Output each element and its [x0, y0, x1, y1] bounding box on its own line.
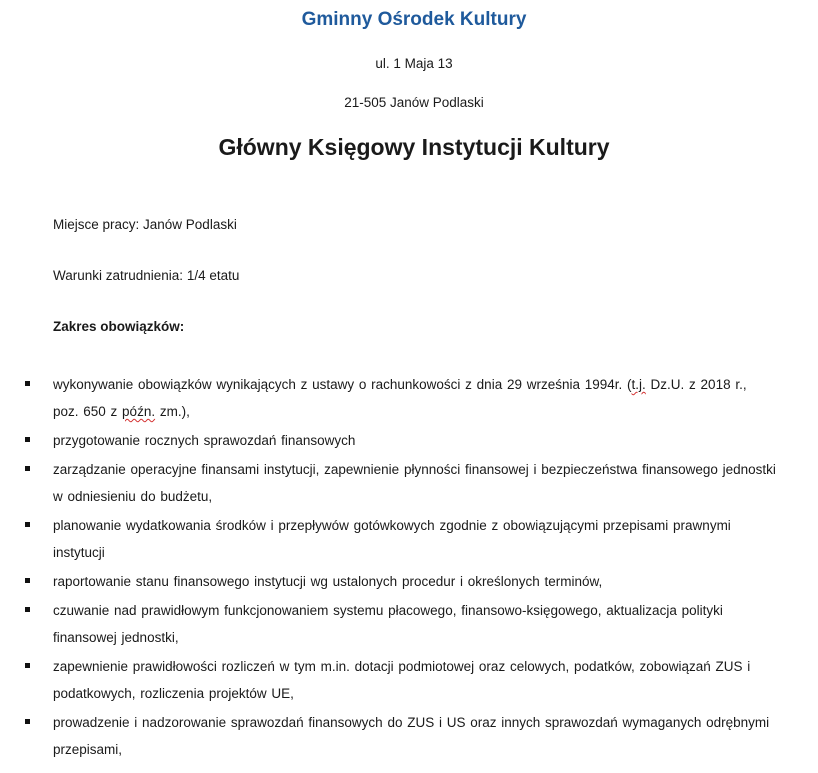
- duty-text: zarządzanie operacyjne finansami instytucji, zapewnienie płynności finansowej i bezpieczeństwa finansowego jednostki w odniesieniu do budżetu,: [53, 462, 776, 504]
- duty-text: prowadzenie i nadzorowanie sprawozdań finansowych do ZUS i US oraz innych sprawozdań wymaganych odrębnymi przepisami,: [53, 715, 770, 757]
- job-title: Główny Księgowy Instytucji Kultury: [218, 134, 610, 160]
- duty-item: [0, 371, 818, 425]
- square-bullet-icon: [25, 719, 30, 724]
- spellcheck-marked-word: późn.: [122, 404, 156, 419]
- workplace-field: Miejsce pracy: Janów Podlaski: [53, 217, 237, 232]
- duties-list: [0, 371, 818, 763]
- duty-text: planowanie wydatkowania środków i przepływów gotówkowych zgodnie z obowiązującymi przepisami prawnymi instytucji: [53, 518, 731, 560]
- employment-conditions-field: Warunki zatrudnienia: 1/4 etatu: [53, 268, 240, 283]
- square-bullet-icon: [25, 437, 30, 442]
- duty-text: zapewnienie prawidłowości rozliczeń w tym m.in. dotacji podmiotowej oraz celowych, podatków, zobowiązań ZUS i podatkowych, rozliczenia projektów UE,: [53, 659, 751, 701]
- duty-item: [0, 597, 818, 651]
- duty-item: [0, 456, 818, 510]
- duty-text: raportowanie stanu finansowego instytucji wg ustalonych procedur i określonych terminów,: [53, 574, 603, 589]
- duties-heading: Zakres obowiązków:: [53, 319, 185, 334]
- square-bullet-icon: [25, 381, 30, 386]
- duty-text: zm.),: [155, 404, 190, 419]
- duty-item: [0, 512, 818, 566]
- organization-name: Gminny Ośrodek Kultury: [301, 9, 527, 30]
- duty-text: przygotowanie rocznych sprawozdań finansowych: [53, 433, 356, 448]
- square-bullet-icon: [25, 522, 30, 527]
- duty-item: [0, 709, 818, 763]
- square-bullet-icon: [25, 607, 30, 612]
- square-bullet-icon: [25, 663, 30, 668]
- duty-text: czuwanie nad prawidłowym funkcjonowaniem systemu płacowego, finansowo-księgowego, aktualizacja polityki finansowej jednostki,: [53, 603, 723, 645]
- square-bullet-icon: [25, 466, 30, 471]
- duty-item: [0, 653, 818, 707]
- duty-text: Dz.U. z 2018 r., poz. 650 z: [53, 377, 747, 419]
- address-city: 21-505 Janów Podlaski: [344, 95, 484, 110]
- spellcheck-marked-word: t.j.: [631, 377, 646, 392]
- address-street: ul. 1 Maja 13: [375, 56, 453, 71]
- duty-item: [0, 427, 818, 454]
- duty-text: wykonywanie obowiązków wynikających z ustawy o rachunkowości z dnia 29 września 1994r. (: [53, 377, 632, 392]
- duty-item: [0, 568, 818, 595]
- square-bullet-icon: [25, 578, 30, 583]
